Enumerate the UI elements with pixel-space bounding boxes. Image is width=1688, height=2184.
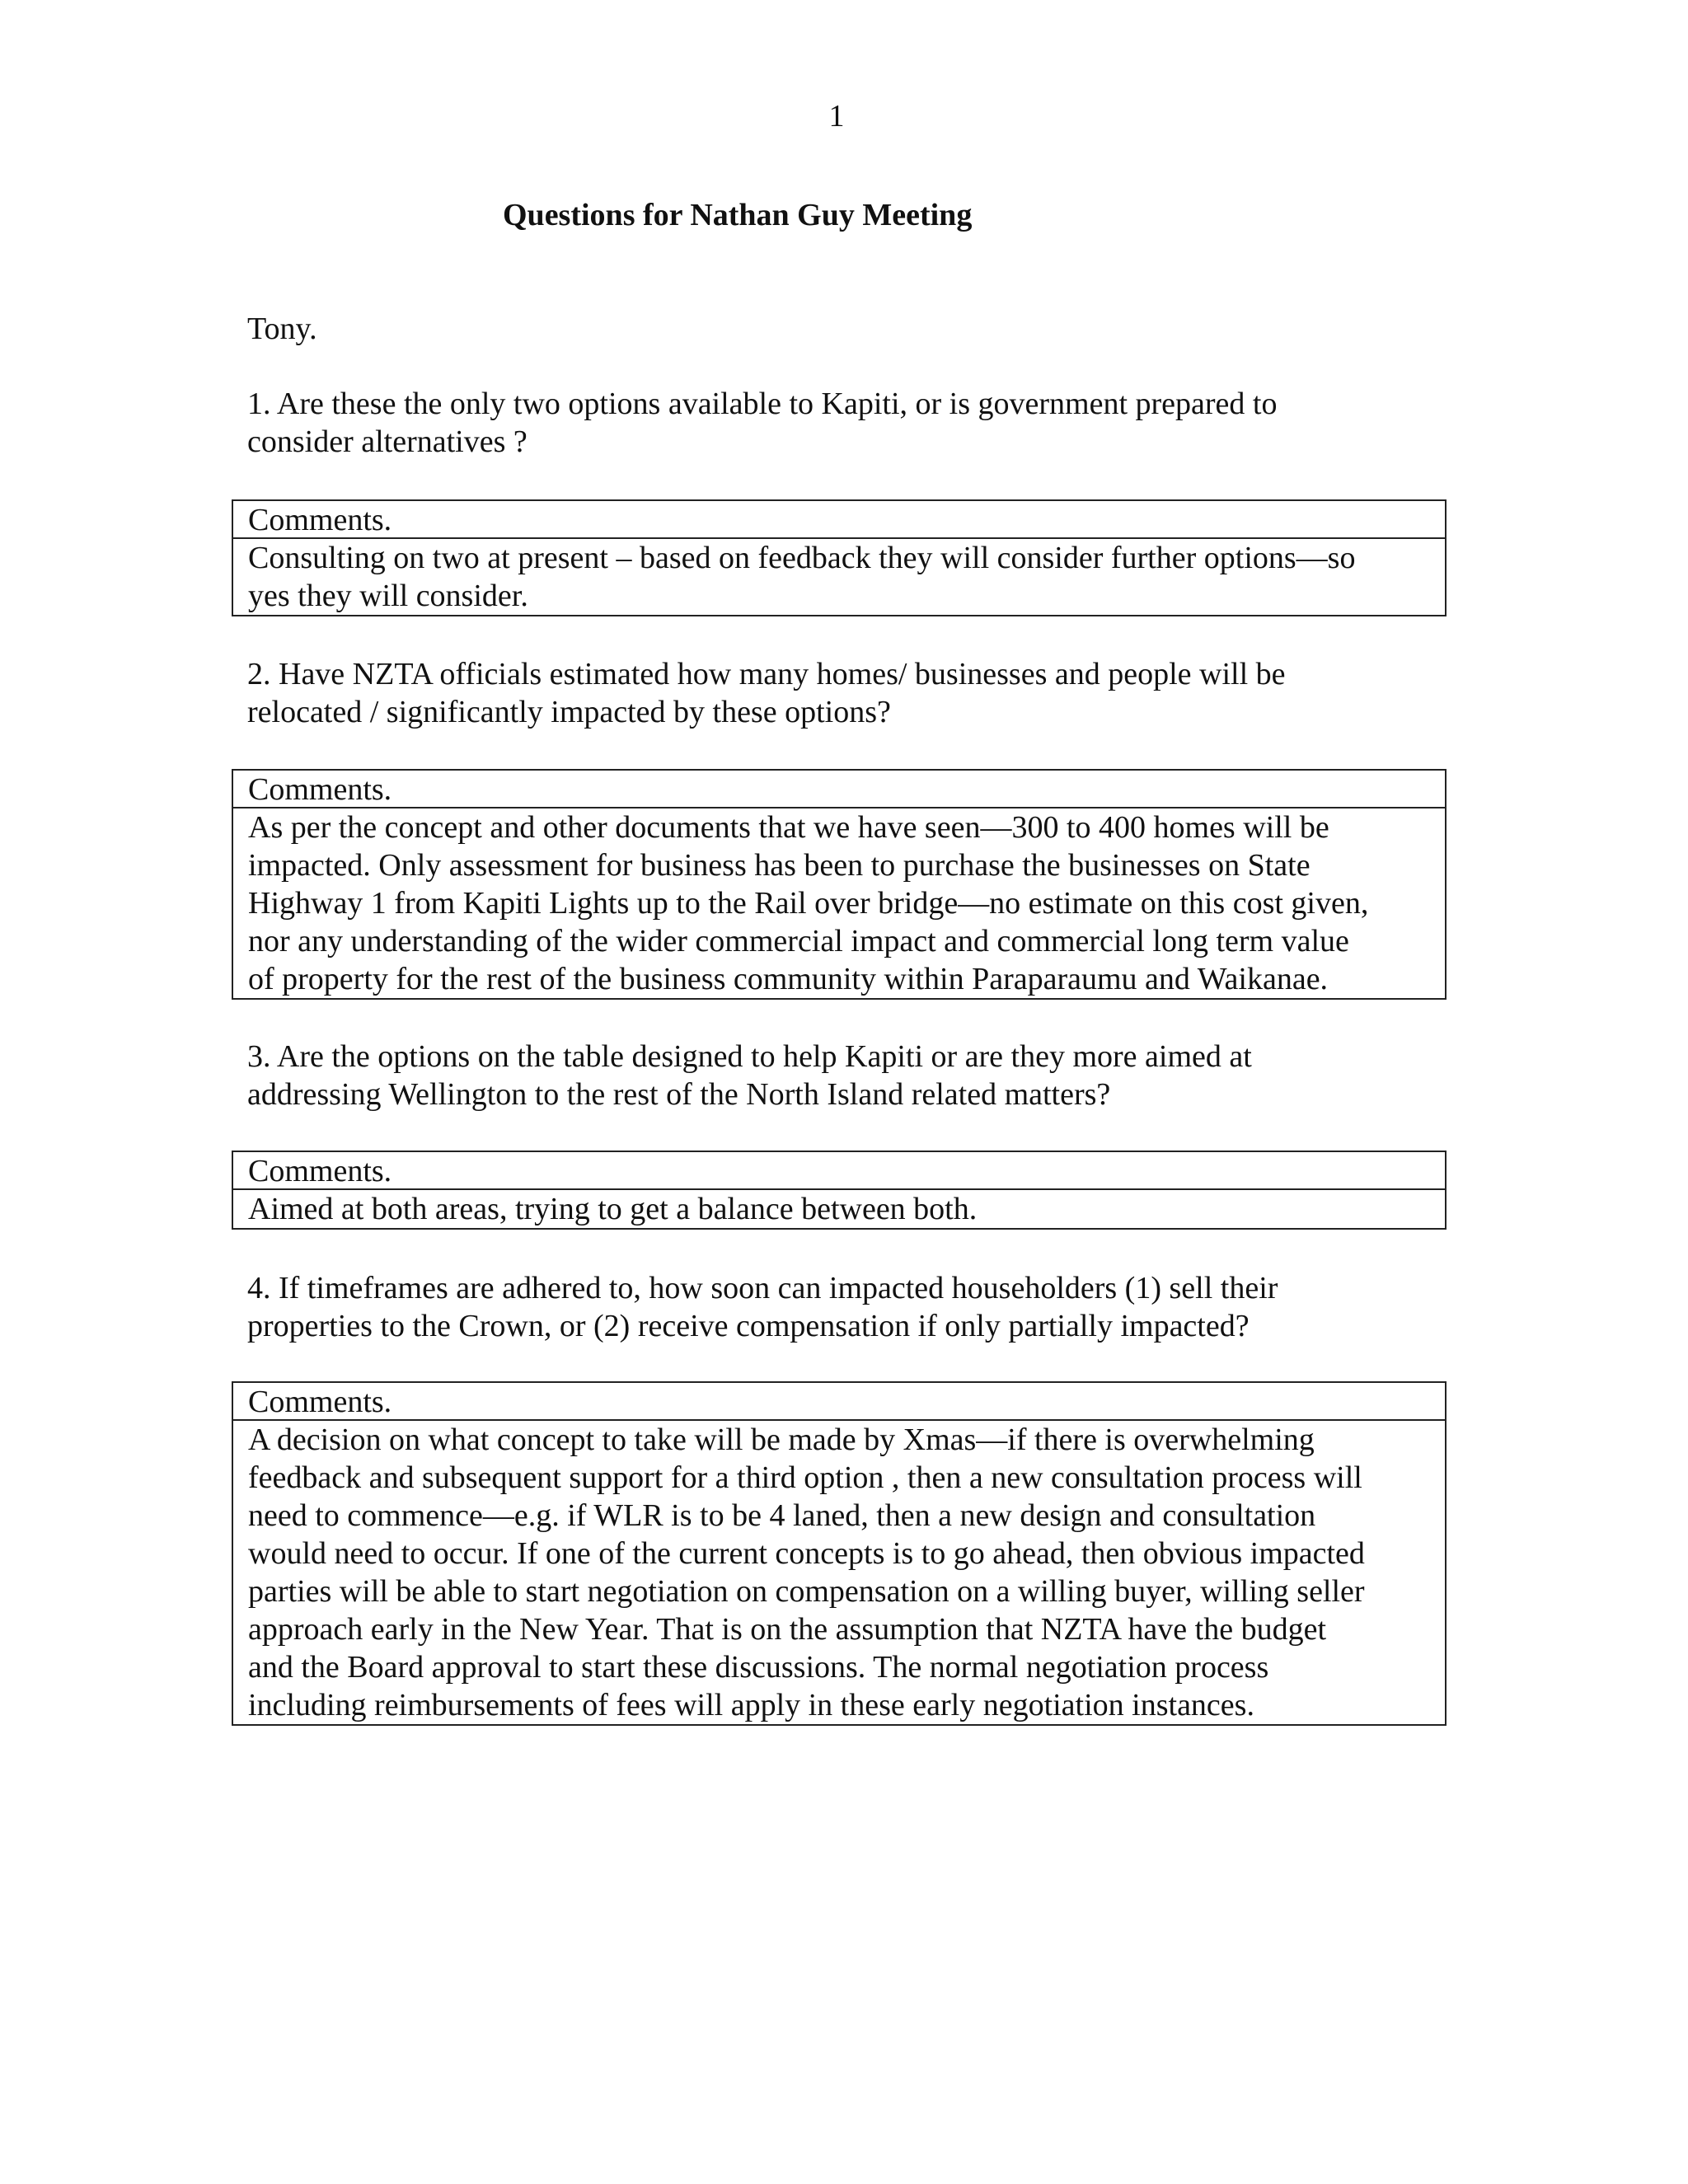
question-line: 3. Are the options on the table designed to help Kapiti or are they more aimed at xyxy=(247,1039,1252,1074)
comment-line: including reimbursements of fees will apply in these early negotiation instances. xyxy=(248,1688,1254,1722)
comment-line: need to commence—e.g. if WLR is to be 4 laned, then a new design and consultation xyxy=(248,1498,1316,1533)
question-4 xyxy=(247,1269,1434,1345)
comment-line: approach early in the New Year. That is on the assumption that NZTA have the budget xyxy=(248,1612,1327,1647)
comment-line: Consulting on two at present – based on feedback they will consider further options—so xyxy=(248,541,1356,575)
question-1 xyxy=(247,385,1434,461)
page-number: 1 xyxy=(828,99,845,134)
comment-line: of property for the rest of the business community within Paraparaumu and Waikanae. xyxy=(248,962,1329,996)
comment-body xyxy=(233,539,1445,615)
question-line: properties to the Crown, or (2) receive compensation if only partially impacted? xyxy=(247,1309,1250,1343)
question-line: relocated / significantly impacted by these options? xyxy=(247,695,891,729)
comment-box-4 xyxy=(232,1381,1447,1726)
comment-box-2 xyxy=(232,769,1447,1000)
question-2 xyxy=(247,655,1434,731)
comment-line: and the Board approval to start these discussions. The normal negotiation process xyxy=(248,1650,1269,1685)
comment-line: would need to occur. If one of the current concepts is to go ahead, then obvious impacted xyxy=(248,1536,1365,1571)
question-3 xyxy=(247,1038,1434,1113)
comment-line: Highway 1 from Kapiti Lights up to the Rail over bridge—no estimate on this cost given, xyxy=(248,886,1369,921)
comment-line: feedback and subsequent support for a third option , then a new consultation process will xyxy=(248,1460,1362,1495)
question-line: consider alternatives ? xyxy=(247,424,528,459)
comment-line: nor any understanding of the wider commercial impact and commercial long term value xyxy=(248,924,1349,958)
comment-body xyxy=(233,1421,1445,1724)
comment-label: Comments. xyxy=(233,501,1445,539)
question-line: 4. If timeframes are adhered to, how soon can impacted householders (1) sell their xyxy=(247,1271,1278,1305)
comment-label: Comments. xyxy=(233,1152,1445,1190)
comment-box-1 xyxy=(232,499,1447,616)
comment-line: impacted. Only assessment for business has been to purchase the businesses on State xyxy=(248,848,1311,883)
question-line: addressing Wellington to the rest of the North Island related matters? xyxy=(247,1077,1111,1112)
greeting: Tony. xyxy=(247,312,317,346)
comment-line: Aimed at both areas, trying to get a balance between both. xyxy=(248,1192,978,1226)
question-line: 2. Have NZTA officials estimated how many homes/ businesses and people will be xyxy=(247,657,1286,691)
comment-line: parties will be able to start negotiation on compensation on a willing buyer, willing seller xyxy=(248,1574,1365,1609)
comment-label: Comments. xyxy=(233,1383,1445,1421)
comment-line: A decision on what concept to take will be made by Xmas—if there is overwhelming xyxy=(248,1422,1315,1457)
comment-line: yes they will consider. xyxy=(248,579,528,613)
comment-body xyxy=(233,1190,1445,1228)
question-line: 1. Are these the only two options available to Kapiti, or is government prepared to xyxy=(247,387,1278,421)
document-title: Questions for Nathan Guy Meeting xyxy=(503,198,973,232)
comment-body xyxy=(233,808,1445,998)
comment-line: As per the concept and other documents that we have seen—300 to 400 homes will be xyxy=(248,810,1329,845)
comment-box-3 xyxy=(232,1151,1447,1230)
comment-label: Comments. xyxy=(233,771,1445,808)
